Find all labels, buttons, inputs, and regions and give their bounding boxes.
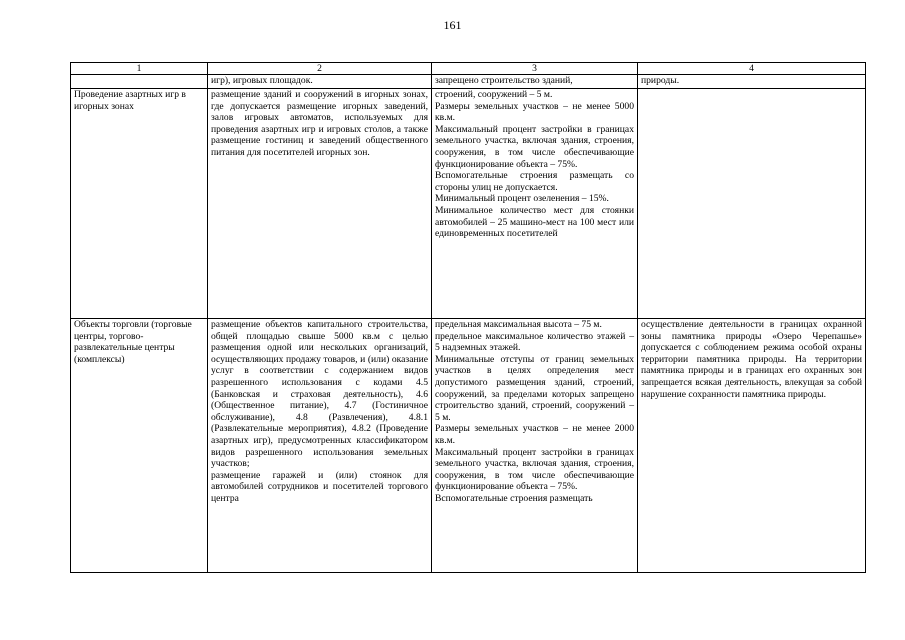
table-header-row — [71, 63, 866, 75]
cell-restrictions — [638, 319, 866, 573]
page-number: 161 — [443, 18, 462, 32]
text-paragraph: Минимальный процент озеленения – 15%. — [435, 193, 609, 205]
cell-use-description — [208, 75, 432, 89]
text-paragraph: предельная максимальная высота – 75 м. — [435, 319, 602, 330]
cell-parameters — [432, 89, 638, 319]
text-paragraph: осуществление деятельности в границах охранной зоны памятника природы «Озеро Черепашье» допускается с соблюдением режима особой охраны территории памятника природы. На территории памятника природы и в границах его охранных зон запрещается всякая деятельность, влекущая за собой нарушение сохранности памятника природы. — [641, 319, 862, 400]
text-paragraph: размещение зданий и сооружений в игорных зонах, где допускается размещение игорных заведений, залов игровых автоматов, используемых для проведения азартных игр и игровых столов, а также размещение гостиниц и заведений общественного питания для посетителей игорных зон. — [211, 89, 428, 158]
header-cell-1: 1 — [71, 63, 208, 75]
cell-use-description — [208, 319, 432, 573]
cell-use-type — [71, 89, 208, 319]
cell-use-type — [71, 75, 208, 89]
text-paragraph: Вспомогательные строения размещать — [435, 492, 593, 504]
regulations-table — [70, 62, 866, 573]
text-paragraph: размещение гаражей и (или) стоянок для автомобилей сотрудников и посетителей торгового центра — [211, 469, 428, 504]
text-paragraph: Вспомогательные строения размещать со стороны улиц не допускается. — [435, 170, 634, 193]
text-paragraph: Размеры земельных участков – не менее 2000 кв.м. — [435, 423, 634, 446]
text-paragraph: запрещено строительство зданий, — [435, 75, 573, 86]
header-cell-3: 3 — [432, 63, 638, 75]
cell-use-type — [71, 319, 208, 573]
table-row-continuation — [71, 75, 866, 89]
text-paragraph: строений, сооружений – 5 м. — [435, 89, 553, 100]
text-paragraph: природы. — [641, 75, 680, 86]
text-paragraph: Максимальный процент застройки в границах земельного участка, включая здания, строения, сооружения, в том числе обеспечивающие функционирование объекта – 75%. — [435, 446, 634, 493]
cell-restrictions — [638, 75, 866, 89]
cell-parameters — [432, 319, 638, 573]
text-paragraph: Размеры земельных участков – не менее 5000 кв.м. — [435, 100, 634, 124]
text-paragraph: предельное максимальное количество этажей – 5 надземных этажей. — [435, 330, 634, 354]
use-type-name: Объекты торговли (торговые центры, торгово-развлекательные центры (комплексы) — [74, 319, 192, 365]
text-paragraph: Минимальные отступы от границ земельных участков в целях определения мест допустимого размещения зданий, строений, сооружений, за пределами которых запрещено строительство зданий, строений, сооружений – 5 м. — [435, 353, 634, 423]
text-paragraph: Минимальное количество мест для стоянки автомобилей – 25 машино-мест на 100 мест или единовременных посетителей — [435, 204, 634, 240]
use-type-name: Проведение азартных игр в игорных зонах — [74, 89, 186, 112]
cell-restrictions — [638, 89, 866, 319]
table-row-shopping-centers — [71, 319, 866, 573]
text-paragraph: игр), игровых площадок. — [211, 75, 313, 86]
text-paragraph: размещение объектов капитального строительства, общей площадью свыше 5000 кв.м с целью размещения одной или нескольких организаций, осуществляющих продажу товаров, и (или) оказание услуг в соответствии с содержанием видов разрешенного использования с кодами 4.5 (Банковская и страховая деятельность), 4.6 (Общественное питание), 4.7 (Гостиничное обслуживание), 4.8 (Развлечения), 4.8.1 (Развлекательные мероприятия), 4.8.2 (Проведение азартных игр), предусмотренных классификатором видов разрешенного использования земельных участков; — [211, 319, 428, 470]
text-paragraph: Максимальный процент застройки в границах земельного участка, включая здания, строения, сооружения, в том числе обеспечивающие функционирование объекта – 75%. — [435, 123, 634, 170]
header-cell-4: 4 — [638, 63, 866, 75]
cell-parameters — [432, 75, 638, 89]
cell-use-description — [208, 89, 432, 319]
table-row-gambling — [71, 89, 866, 319]
header-cell-2: 2 — [208, 63, 432, 75]
